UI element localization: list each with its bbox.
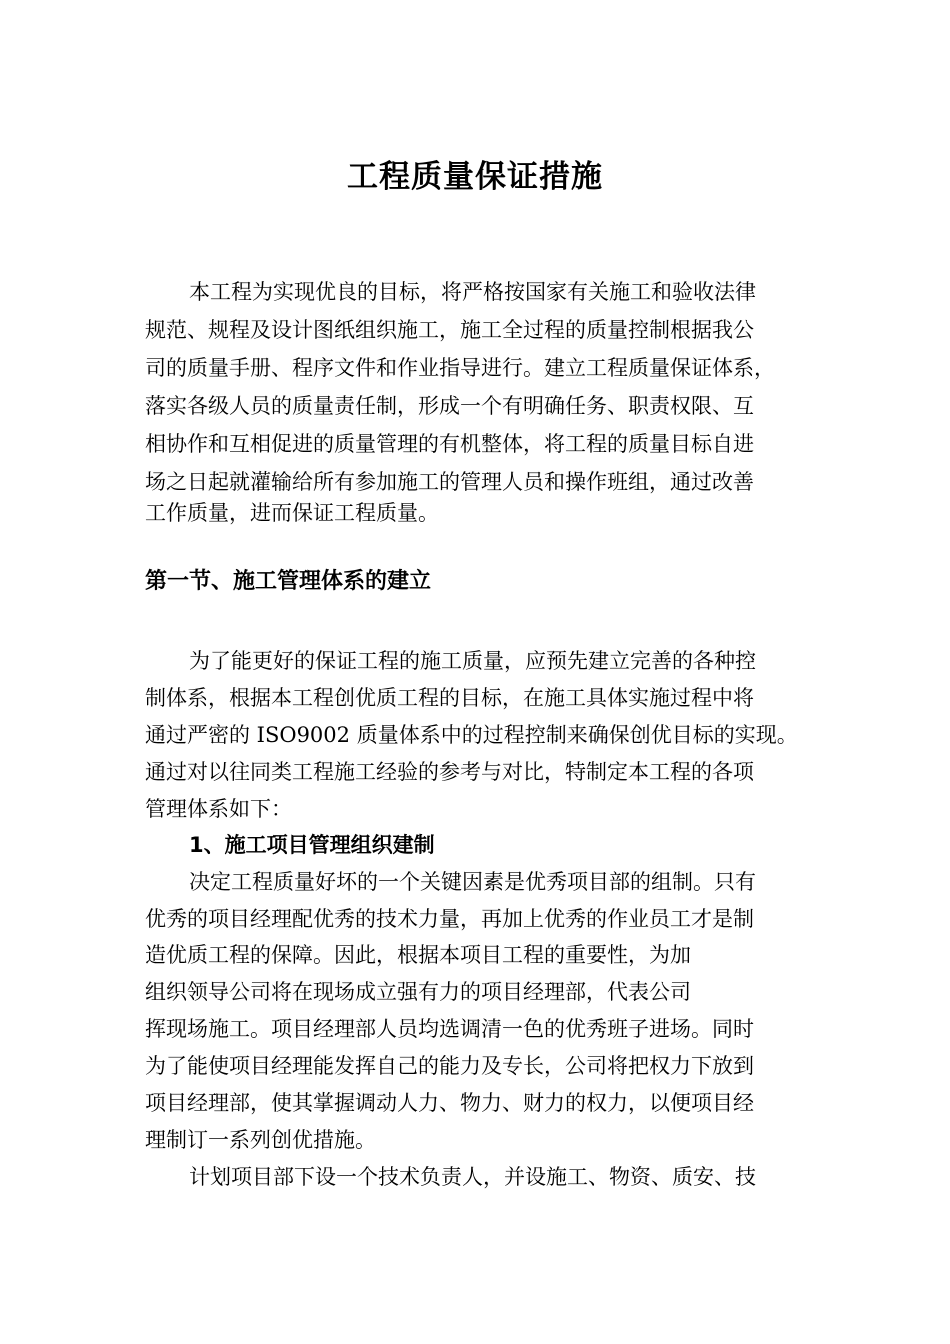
section-para-line: 项目经理部，使其掌握调动人力、物力、财力的权力，以便项目经 (145, 1091, 754, 1115)
section-para-line: 为了能更好的保证工程的施工质量，应预先建立完善的各种控 (189, 649, 756, 673)
section-para-line: 为了能使项目经理能发挥自己的能力及专长，公司将把权力下放到 (145, 1054, 754, 1078)
section-para-line: 管理体系如下： (145, 797, 292, 821)
intro-line: 落实各级人员的质量责任制，形成一个有明确任务、职责权限、互 (145, 394, 754, 418)
intro-line: 相协作和互相促进的质量管理的有机整体，将工程的质量目标自进 (145, 432, 754, 456)
intro-line: 场之日起就灌输给所有参加施工的管理人员和操作班组，通过改善 (145, 470, 754, 494)
intro-line: 规范、规程及设计图纸组织施工，施工全过程的质量控制根据我公 (145, 318, 754, 342)
intro-line: 本工程为实现优良的目标，将严格按国家有关施工和验收法律 (189, 280, 756, 304)
section-para-line: 制体系，根据本工程创优质工程的目标，在施工具体实施过程中将 (145, 686, 754, 710)
section-para-line: 计划项目部下设一个技术负责人，并设施工、物资、质安、技 (189, 1165, 756, 1189)
intro-line: 司的质量手册、程序文件和作业指导进行。建立工程质量保证体系， (145, 356, 775, 380)
section-para-line: 优秀的项目经理配优秀的技术力量，再加上优秀的作业员工才是制 (145, 907, 754, 931)
subsection-heading: 1、施工项目管理组织建制 (189, 833, 435, 857)
section-para-line: 通过对以往同类工程施工经验的参考与对比，特制定本工程的各项 (145, 760, 754, 784)
section-para-line: 组织领导公司将在现场成立强有力的项目经理部，代表公司 (145, 980, 691, 1004)
intro-line: 工作质量，进而保证工程质量。 (145, 501, 439, 525)
section-para-line: 挥现场施工。项目经理部人员均选调清一色的优秀班子进场。同时 (145, 1017, 754, 1041)
section-para-line: 理制订一系列创优措施。 (145, 1128, 376, 1152)
document-title: 工程质量保证措施 (347, 159, 603, 195)
section-para-line: 通过严密的 ISO9002 质量体系中的过程控制来确保创优目标的实现。 (145, 723, 798, 747)
section-heading: 第一节、施工管理体系的建立 (145, 569, 432, 594)
section-para-line: 决定工程质量好坏的一个关键因素是优秀项目部的组制。只有 (189, 870, 756, 894)
section-para-line: 造优质工程的保障。因此，根据本项目工程的重要性，为加 (145, 943, 691, 967)
